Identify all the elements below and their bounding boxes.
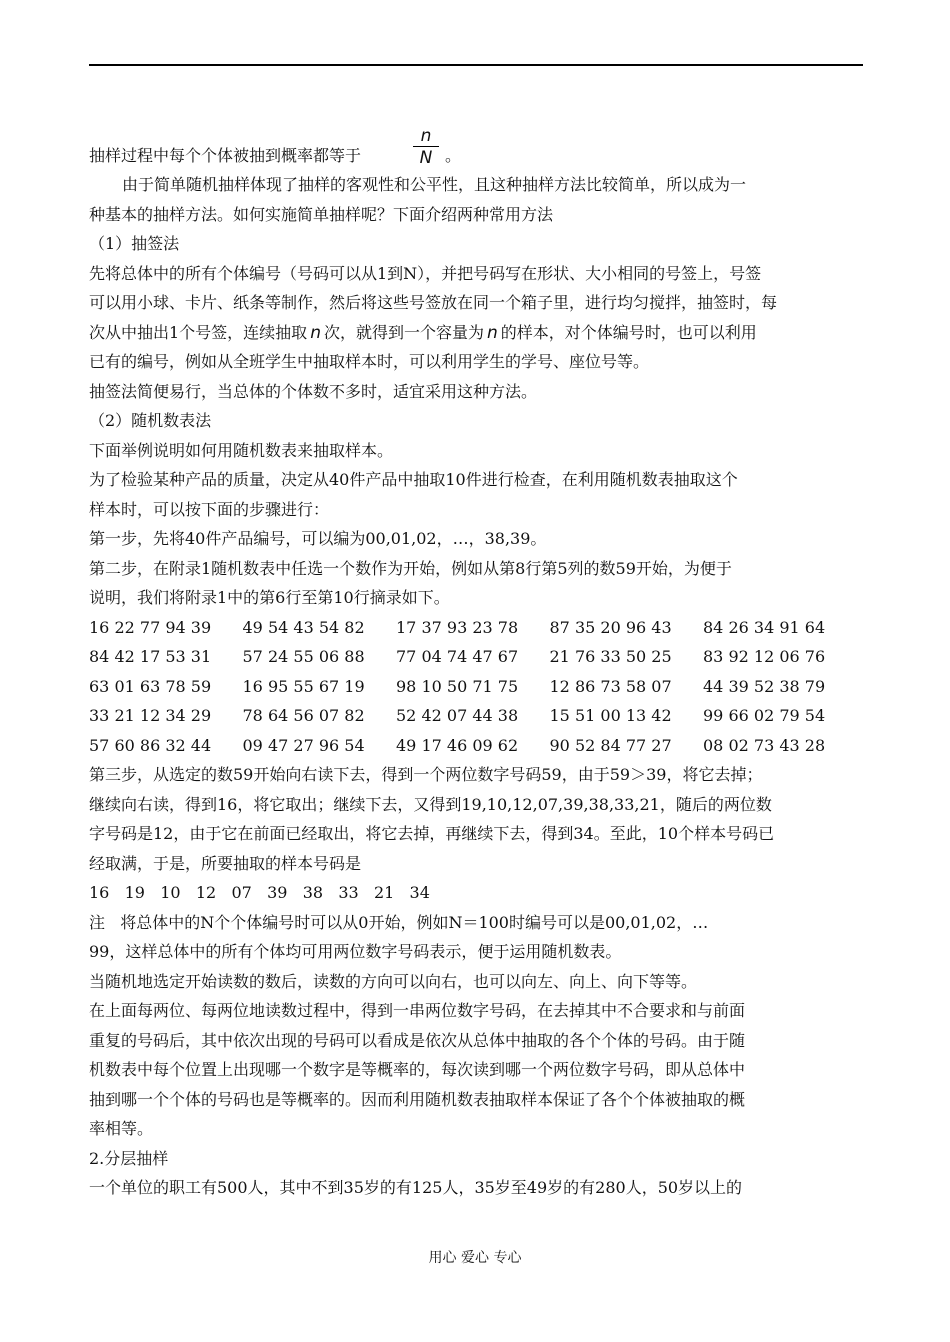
table-cell-group: 15 51 00 13 42 bbox=[549, 706, 672, 725]
table-cell-group: 33 21 12 34 29 bbox=[89, 706, 212, 725]
paragraph-line: 先将总体中的所有个体编号（号码可以从1到N），并把号码写在形状、大小相同的号签上，号签 bbox=[89, 263, 762, 283]
table-cell-group: 52 42 07 44 38 bbox=[396, 706, 519, 725]
table-row bbox=[89, 672, 865, 702]
paragraph-line: 第二步，在附录1随机数表中任选一个数作为开始，例如从第8行第5列的数59开始，为便于 bbox=[89, 558, 732, 578]
paragraph-line: 在上面每两位、每两位地读数过程中，得到一串两位数字号码，在去掉其中不合要求和与前面 bbox=[89, 1001, 746, 1020]
table-cell-group: 21 76 33 50 25 bbox=[549, 647, 672, 666]
table-cell-group: 63 01 63 78 59 bbox=[89, 676, 212, 696]
table-cell-group: 49 54 43 54 82 bbox=[242, 617, 365, 637]
paragraph-line: 种基本的抽样方法。如何实施简单抽样呢？下面介绍两种常用方法 bbox=[89, 204, 554, 224]
table-cell-group: 16 22 77 94 39 bbox=[89, 617, 212, 637]
section-heading: （2）随机数表法 bbox=[89, 411, 212, 430]
header-rule bbox=[89, 64, 863, 66]
paragraph-line: 可以用小球、卡片、纸条等制作，然后将这些号签放在同一个箱子里，进行均匀搅拌，抽签时，每 bbox=[89, 293, 778, 312]
page-footer: 用心 爱心 专心 bbox=[428, 1250, 522, 1266]
paragraph-text: 抽样过程中每个个体被抽到概率都等于 bbox=[89, 146, 362, 165]
table-cell-group: 77 04 74 47 67 bbox=[396, 647, 519, 666]
paragraph-text: 次从中抽出1个号签，连续抽取 bbox=[89, 322, 308, 342]
paragraph-line: 为了检验某种产品的质量，决定从40件产品中抽取10件进行检查，在利用随机数表抽取这个 bbox=[89, 470, 738, 489]
table-row bbox=[89, 701, 865, 731]
paragraph-line: 已有的编号，例如从全班学生中抽取样本时，可以利用学生的学号、座位号等。 bbox=[89, 352, 650, 371]
table-cell-group: 78 64 56 07 82 bbox=[242, 706, 365, 725]
table-cell-group: 84 42 17 53 31 bbox=[89, 647, 212, 666]
paragraph-line: 一个单位的职工有500人，其中不到35岁的有125人，35岁至49岁的有280人，50岁以上的 bbox=[89, 1178, 743, 1197]
paragraph-line: 当随机地选定开始读数的数后，读数的方向可以向右，也可以向左、向上、向下等等。 bbox=[89, 971, 698, 991]
table-cell-group: 83 92 12 06 76 bbox=[703, 647, 826, 666]
paragraph-line: 字号码是12，由于它在前面已经取出，将它去掉，再继续下去，得到34。至此，10个样本号码已 bbox=[89, 824, 775, 843]
paragraph-text: 次，就得到一个容量为 bbox=[323, 322, 484, 342]
paragraph-line: 继续向右读，得到16，将它取出；继续下去，又得到19,10,12,07,39,38,33,21，随后的两位数 bbox=[89, 794, 772, 814]
paragraph-line: 抽签法简便易行，当总体的个体数不多时，适宜采用这种方法。 bbox=[89, 381, 538, 401]
table-cell-group: 17 37 93 23 78 bbox=[396, 617, 519, 637]
paragraph-line: 样本时，可以按下面的步骤进行： bbox=[89, 499, 330, 519]
variable-n: n bbox=[310, 322, 321, 343]
sample-numbers: 16 19 10 12 07 39 38 33 21 34 bbox=[89, 883, 430, 902]
paragraph-line: 经取满，于是，所要抽取的样本号码是 bbox=[89, 853, 362, 873]
table-cell-group: 49 17 46 09 62 bbox=[396, 735, 519, 755]
table-cell-group: 44 39 52 38 79 bbox=[703, 676, 826, 696]
fraction-denominator: N bbox=[419, 148, 433, 168]
paragraph-line: 率相等。 bbox=[89, 1119, 154, 1138]
paragraph-text: 。 bbox=[445, 146, 462, 165]
table-cell-group: 08 02 73 43 28 bbox=[703, 735, 826, 755]
table-row bbox=[89, 613, 865, 643]
table-cell-group: 90 52 84 77 27 bbox=[549, 735, 672, 755]
table-cell-group: 84 26 34 91 64 bbox=[703, 617, 826, 637]
table-cell-group: 12 86 73 58 07 bbox=[549, 676, 672, 696]
paragraph-line: 下面举例说明如何用随机数表来抽取样本。 bbox=[89, 440, 394, 460]
table-cell-group: 98 10 50 71 75 bbox=[396, 676, 519, 696]
table-row bbox=[89, 731, 865, 761]
document-body bbox=[89, 128, 865, 1203]
table-cell-group: 57 24 55 06 88 bbox=[242, 647, 365, 666]
table-cell-group: 09 47 27 96 54 bbox=[242, 735, 365, 755]
paragraph-line: 机数表中每个位置上出现哪一个数字是等概率的，每次读到哪一个两位数字号码，即从总体中 bbox=[89, 1060, 746, 1079]
paragraph-line: 重复的号码后，其中依次出现的号码可以看成是依次从总体中抽取的各个个体的号码。由于随 bbox=[89, 1030, 746, 1050]
table-cell-group: 87 35 20 96 43 bbox=[549, 617, 672, 637]
paragraph-text: 的样本，对个体编号时，也可以利用 bbox=[500, 322, 757, 342]
paragraph-line: 第三步，从选定的数59开始向右读下去，得到一个两位数字号码59，由于59＞39，将它去掉； bbox=[89, 765, 763, 784]
paragraph-line: 抽到哪一个个体的号码也是等概率的。因而利用随机数表抽取样本保证了各个个体被抽取的概 bbox=[89, 1089, 746, 1109]
paragraph-line: 第一步，先将40件产品编号，可以编为00,01,02，…，38,39。 bbox=[89, 529, 547, 548]
paragraph-line: 由于简单随机抽样体现了抽样的客观性和公平性，且这种抽样方法比较简单，所以成为一 bbox=[122, 175, 747, 194]
paragraph-line bbox=[89, 318, 865, 348]
table-row bbox=[89, 642, 865, 672]
note-line: 注 将总体中的N个个体编号时可以从0开始，例如N＝100时编号可以是00,01,02，… bbox=[89, 912, 709, 932]
paragraph-line: 说明，我们将附录1中的第6行至第10行摘录如下。 bbox=[89, 588, 450, 607]
fraction-n-over-N bbox=[413, 126, 439, 169]
table-cell-group: 16 95 55 67 19 bbox=[242, 676, 365, 696]
section-heading: 2.分层抽样 bbox=[89, 1148, 169, 1168]
table-cell-group: 99 66 02 79 54 bbox=[703, 706, 826, 725]
section-heading: （1）抽签法 bbox=[89, 234, 180, 253]
random-number-table bbox=[89, 613, 865, 761]
table-cell-group: 57 60 86 32 44 bbox=[89, 735, 212, 755]
probability-line bbox=[89, 128, 865, 170]
fraction-numerator: n bbox=[413, 126, 439, 147]
paragraph-line: 99，这样总体中的所有个体均可用两位数字号码表示，便于运用随机数表。 bbox=[89, 942, 622, 961]
variable-n: n bbox=[486, 322, 498, 343]
